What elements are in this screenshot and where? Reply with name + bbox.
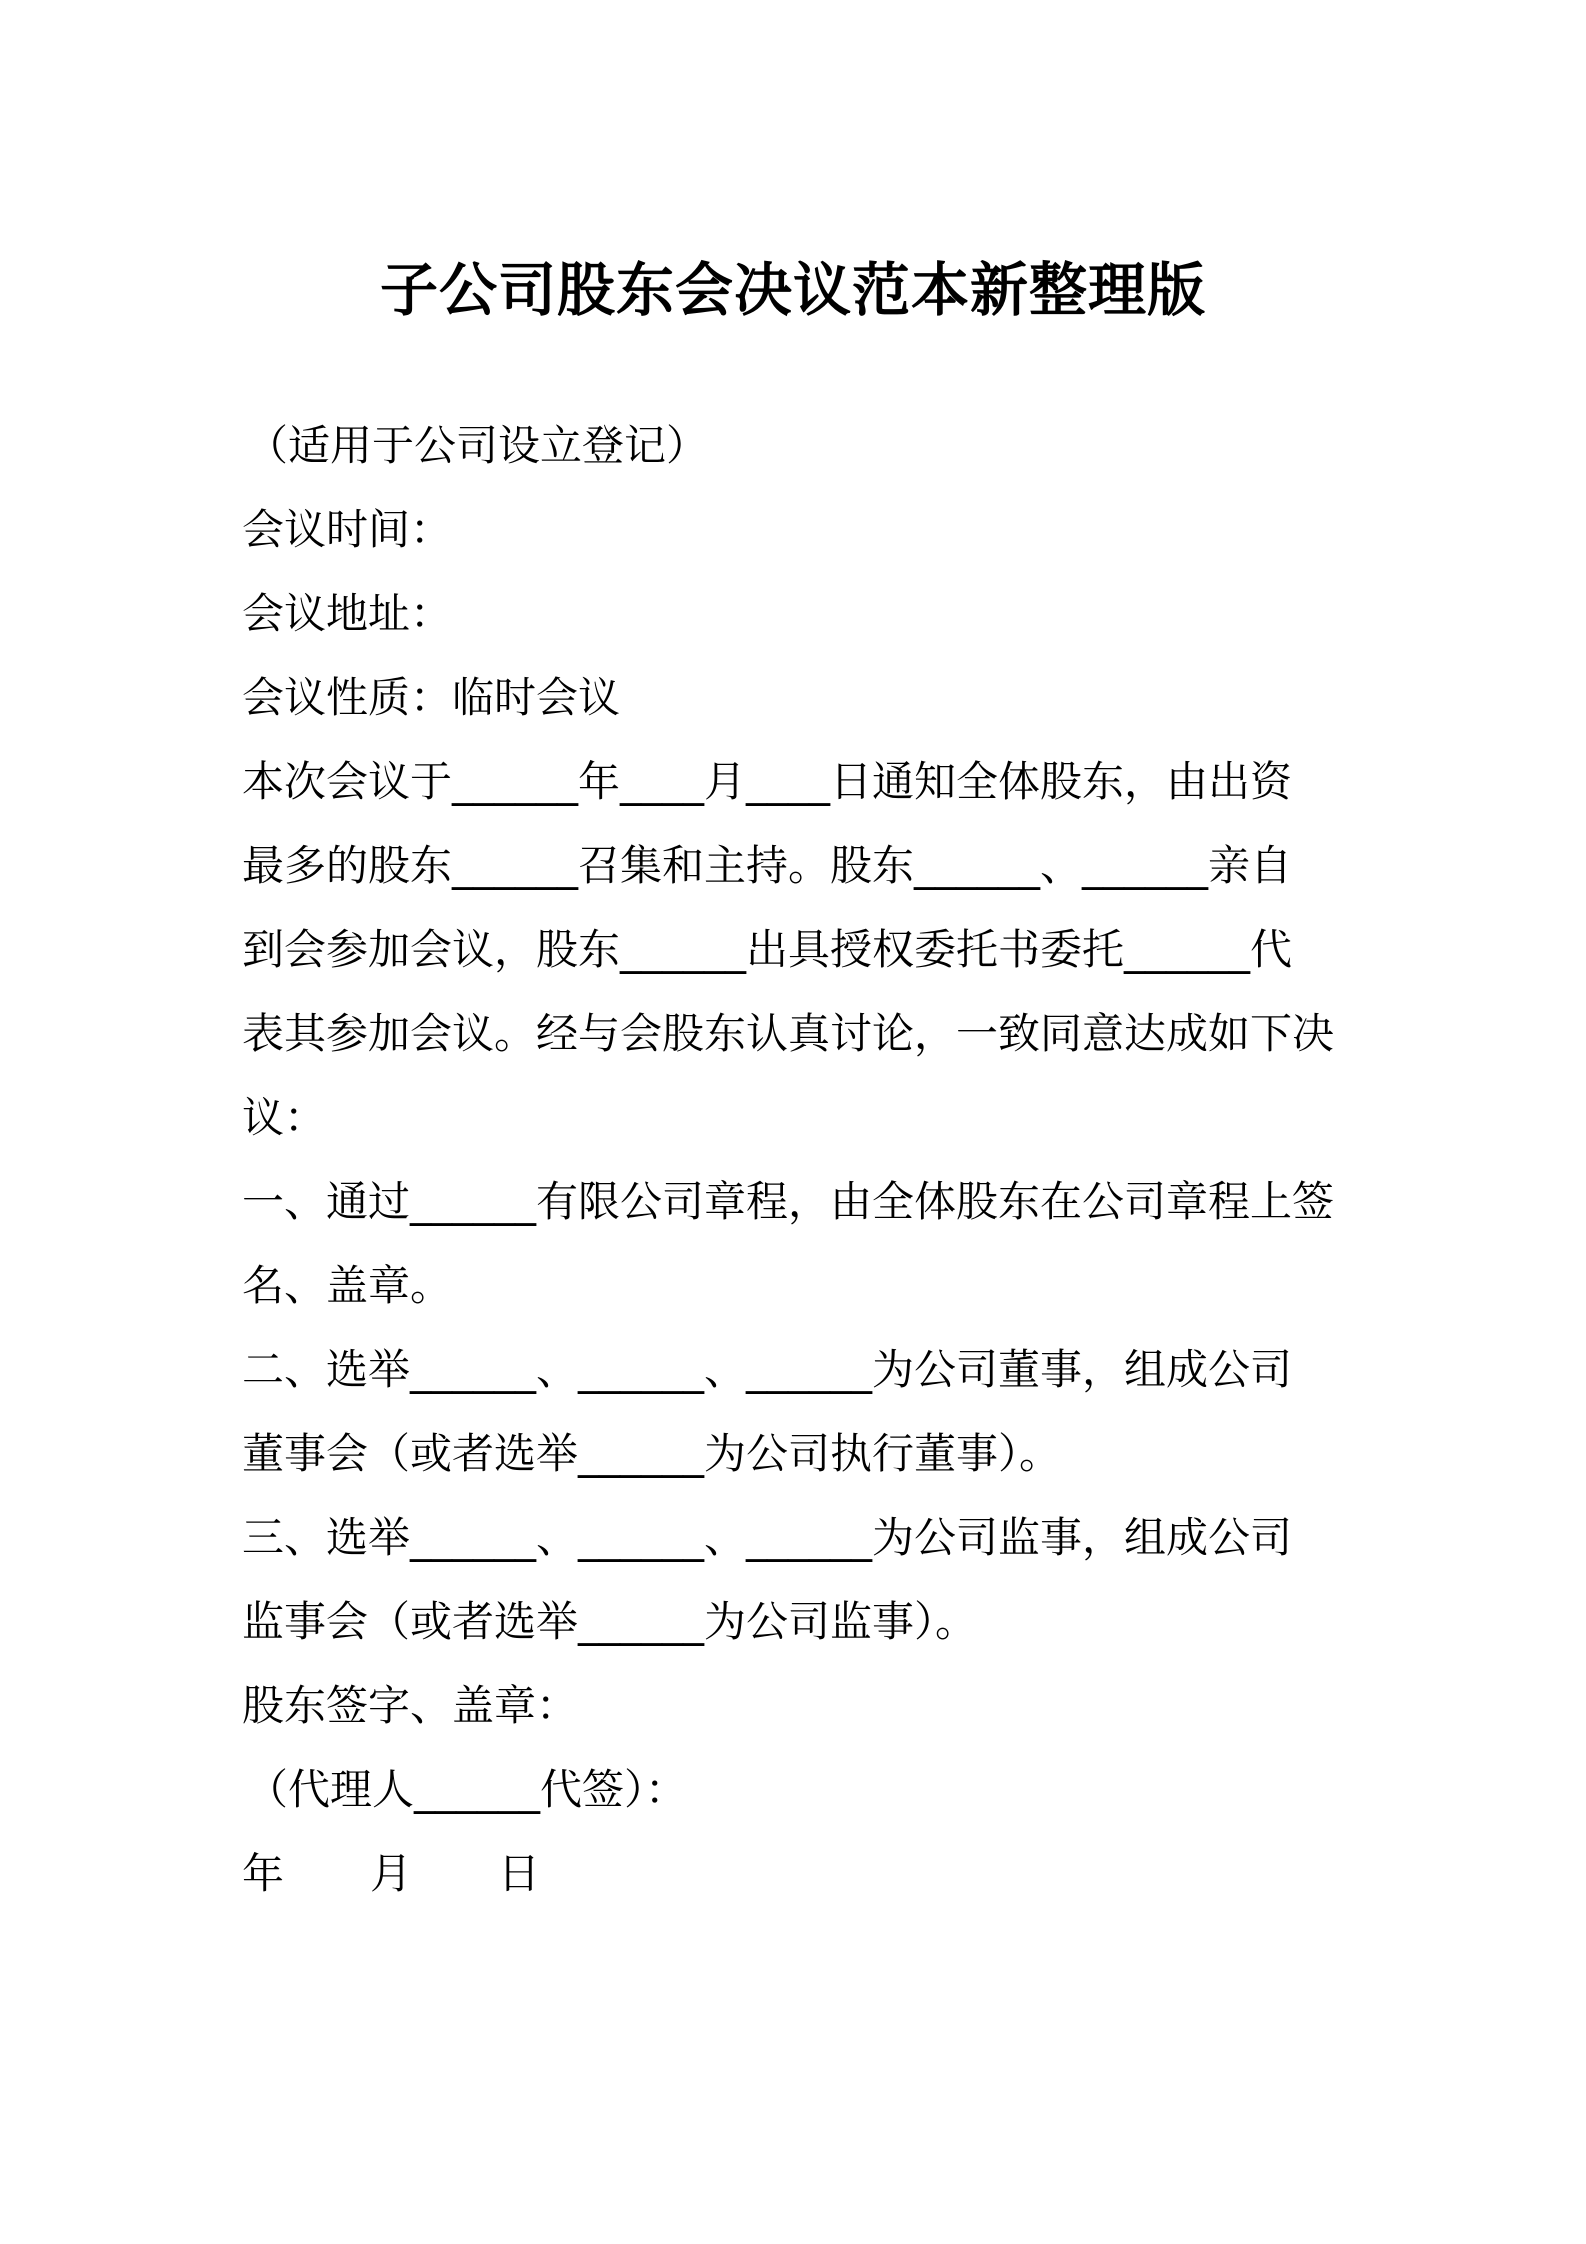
meeting-paragraph — [242, 740, 1362, 1160]
document-title: 子公司股东会决议范本新整理版 — [379, 256, 1206, 324]
date-month-label: 月 — [370, 1849, 413, 1898]
resolution-line: 名、盖章。 — [242, 1261, 453, 1310]
resolution-line: 一、通过______有限公司章程，由全体股东在公司章程上签 — [242, 1177, 1335, 1226]
date-day-label: 日 — [498, 1849, 541, 1898]
date-year-label: 年 — [242, 1849, 285, 1898]
signature-label: 股东签字、盖章： — [242, 1681, 579, 1730]
date-line — [242, 1832, 1362, 1916]
resolution-line: 董事会（或者选举______为公司执行董事）。 — [242, 1429, 1062, 1478]
paragraph-line: 议： — [242, 1093, 327, 1142]
meeting-nature-line: 会议性质：临时会议 — [242, 673, 621, 722]
document-body — [242, 404, 1362, 1916]
paragraph-line: 最多的股东______召集和主持。股东______、______亲自 — [242, 841, 1293, 890]
resolution-line: 监事会（或者选举______为公司监事）。 — [242, 1597, 978, 1646]
paragraph-line: 表其参加会议。经与会股东认真讨论，一致同意达成如下决 — [242, 1009, 1335, 1058]
meeting-time-label: 会议时间： — [242, 505, 453, 554]
resolution-line: 三、选举______、______、______为公司监事，组成公司 — [242, 1513, 1293, 1562]
meeting-address-label: 会议地址： — [242, 589, 453, 638]
agent-signature-line: （代理人______代签）： — [246, 1765, 688, 1814]
paragraph-line: 到会参加会议，股东______出具授权委托书委托______代 — [242, 925, 1293, 974]
subtitle-note: （适用于公司设立登记） — [246, 421, 709, 470]
paragraph-line: 本次会议于______年____月____日通知全体股东，由出资 — [242, 757, 1293, 806]
resolution-1 — [242, 1160, 1362, 1328]
resolution-3 — [242, 1496, 1362, 1664]
resolution-2 — [242, 1328, 1362, 1496]
resolution-line: 二、选举______、______、______为公司董事，组成公司 — [242, 1345, 1293, 1394]
